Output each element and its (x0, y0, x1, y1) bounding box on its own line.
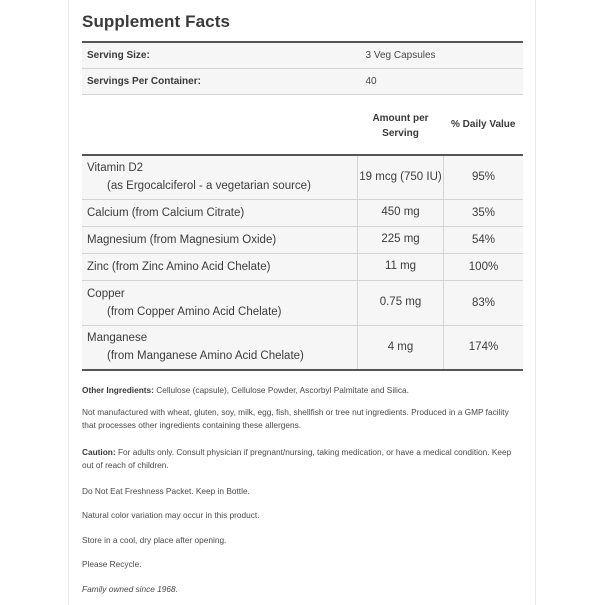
nutrient-dv: 100% (444, 253, 524, 280)
nutrient-dv: 54% (444, 226, 524, 253)
storage-note: Store in a cool, dry place after opening. (82, 535, 227, 545)
nutrient-row (82, 280, 523, 325)
servings-per-container-value: 40 (358, 69, 524, 95)
servings-per-container-row (82, 69, 523, 95)
nutrient-name: Manganese (87, 332, 148, 345)
daily-value-header: % Daily Value (444, 95, 524, 156)
nutrient-amount: 450 mg (358, 199, 444, 226)
nutrient-dv: 83% (444, 280, 524, 325)
serving-size-row (82, 42, 523, 69)
nutrient-source: (from Copper Amino Acid Chelate) (107, 305, 282, 318)
nutrient-amount: 11 mg (358, 253, 444, 280)
nutrient-amount: 0.75 mg (358, 280, 444, 325)
nutrient-row (82, 155, 523, 199)
nutrient-name: Zinc (from Zinc Amino Acid Chelate) (82, 253, 358, 280)
header-blank (82, 95, 358, 156)
nutrient-row (82, 325, 523, 370)
nutrient-source: (from Manganese Amino Acid Chelate) (107, 350, 304, 363)
nutrient-row (82, 253, 523, 280)
serving-size-label: Serving Size: (82, 42, 358, 69)
family-owned-note: Family owned since 1968. (82, 584, 178, 594)
column-header-row (82, 95, 523, 156)
caution-text: For adults only. Consult physician if pregnant/nursing, taking medication, or have a medical condition. Keep out of reach of children. (82, 447, 512, 470)
freshness-packet-note: Do Not Eat Freshness Packet. Keep in Bottle. (82, 486, 250, 496)
nutrient-name-cell (82, 325, 358, 370)
nutrient-name: Copper (87, 287, 125, 300)
recycle-note: Please Recycle. (82, 559, 142, 569)
nutrient-amount: 225 mg (358, 226, 444, 253)
other-ingredients-text: Cellulose (capsule), Cellulose Powder, Ascorbyl Palmitate and Silica. (153, 385, 409, 395)
nutrient-name: Vitamin D2 (87, 162, 144, 175)
nutrient-amount: 4 mg (358, 325, 444, 370)
nutrient-row (82, 199, 523, 226)
nutrient-dv: 35% (444, 199, 524, 226)
color-variation-note: Natural color variation may occur in this product. (82, 510, 260, 520)
nutrient-name: Magnesium (from Magnesium Oxide) (82, 226, 358, 253)
nutrient-amount: 19 mcg (750 IU) (358, 155, 444, 199)
nutrient-name-cell (82, 155, 358, 199)
nutrient-dv: 95% (444, 155, 524, 199)
other-ingredients-label: Other Ingredients: (82, 385, 154, 395)
serving-size-value: 3 Veg Capsules (358, 42, 524, 69)
supplement-facts-table (82, 41, 523, 371)
servings-per-container-label: Servings Per Container: (82, 69, 358, 95)
nutrient-name: Calcium (from Calcium Citrate) (82, 199, 358, 226)
other-ingredients (82, 384, 522, 397)
nutrient-source: (as Ergocalciferol - a vegetarian source) (107, 180, 311, 193)
nutrient-row (82, 226, 523, 253)
amount-per-serving-header: Amount per Serving (358, 95, 444, 156)
nutrient-name-cell (82, 280, 358, 325)
caution-label: Caution: (82, 447, 116, 457)
supplement-facts-title: Supplement Facts (82, 12, 231, 31)
nutrient-dv: 174% (444, 325, 524, 370)
caution-statement (82, 446, 522, 471)
allergen-statement: Not manufactured with wheat, gluten, soy, milk, egg, fish, shellfish or tree nut ingredients. Produced in a GMP facility that processes other ingredients containing these allergens. (82, 407, 509, 430)
